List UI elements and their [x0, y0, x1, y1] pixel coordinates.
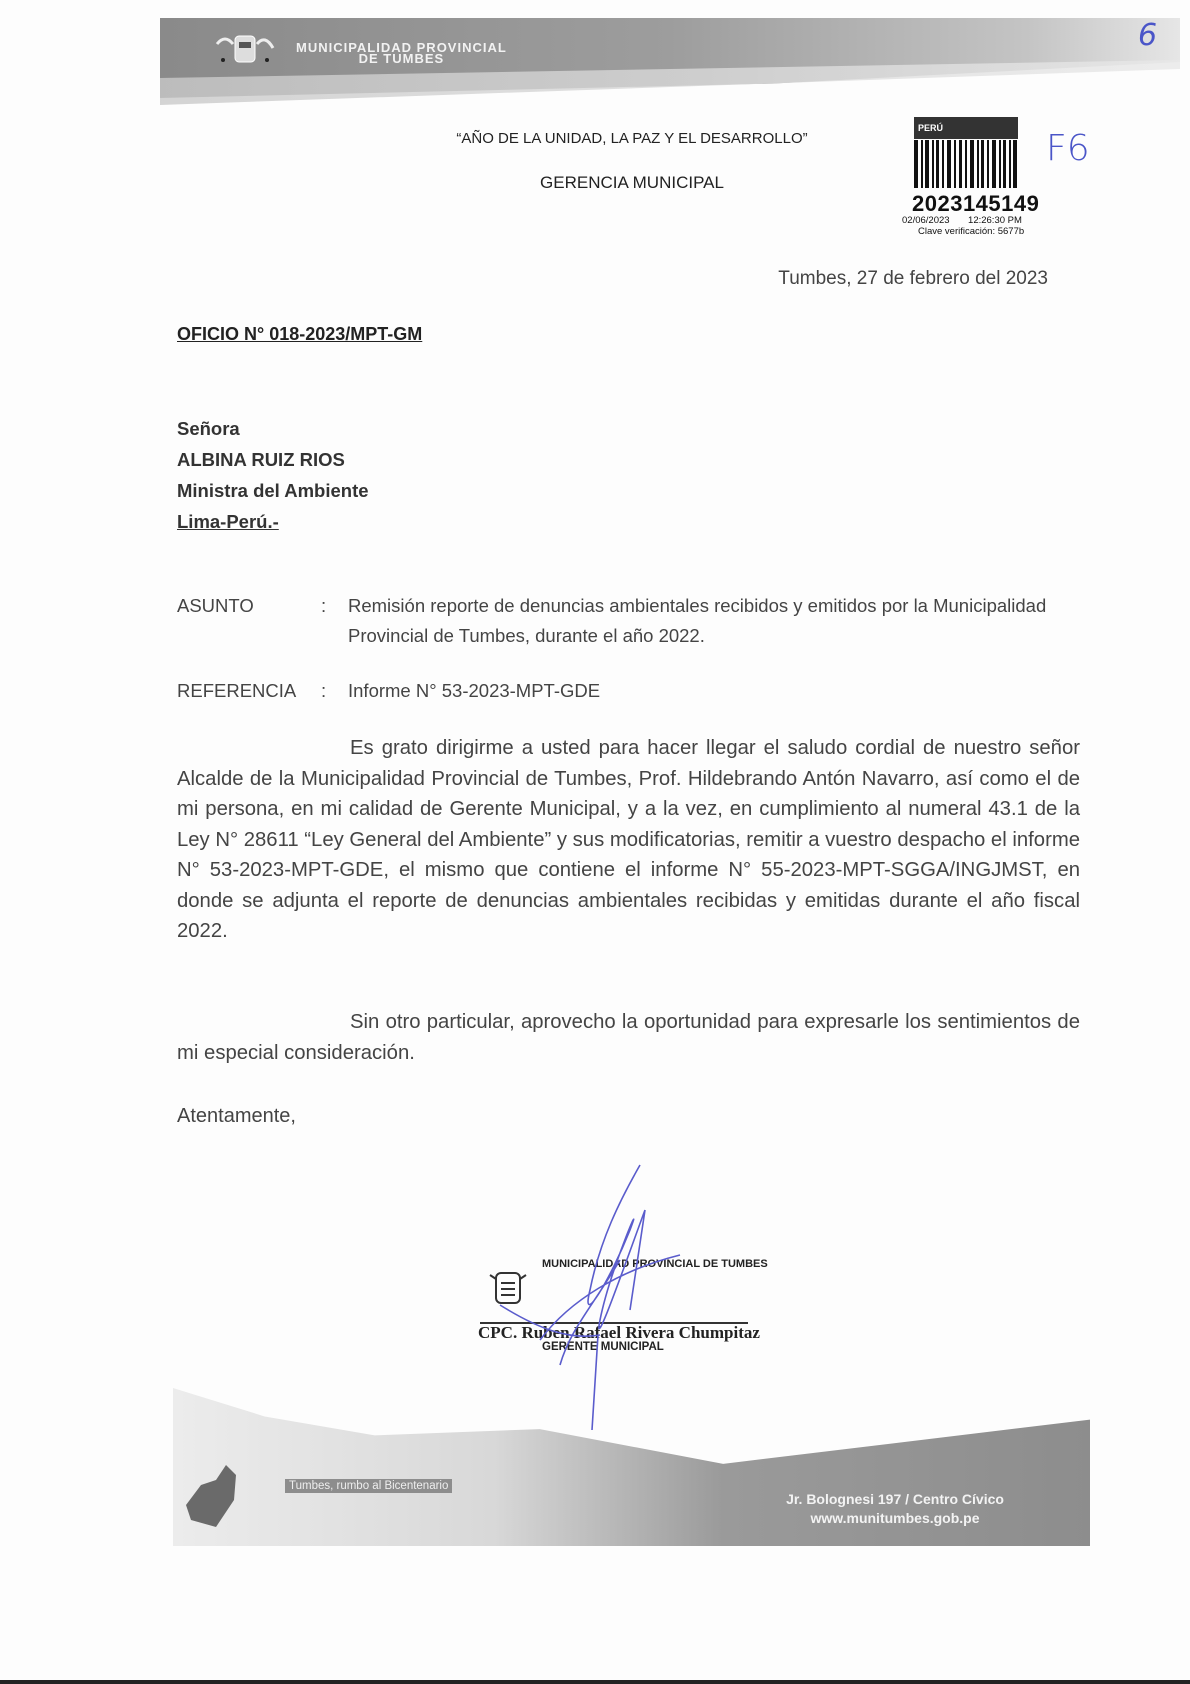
institution-line-2: DE TUMBES	[358, 51, 445, 66]
document-number: OFICIO N° 018-2023/MPT-GM	[177, 324, 423, 344]
signer-role: GERENTE MUNICIPAL	[542, 1341, 664, 1353]
tumbes-region-map-icon	[186, 1465, 244, 1527]
place-date: Tumbes, 27 de febrero del 2023	[778, 268, 1048, 289]
body-paragraph-2: Sin otro particular, aprovecho la oportunidad para expresarle los sentimientos de mi especial consideración.	[177, 1011, 1080, 1064]
office-name: GERENCIA MUNICIPAL	[540, 173, 724, 192]
letterhead-institution	[296, 42, 507, 64]
footer-address: Jr. Bolognesi 197 / Centro Cívico	[786, 1491, 1004, 1507]
stamp-datetime	[902, 215, 1054, 226]
verification-code: Clave verificación: 5677b	[918, 226, 1025, 237]
body-paragraph-1: Es grato dirigirme a usted para hacer llegar el saludo cordial de nuestro señor Alcalde de la Municipalidad Provincial de Tumbes, Prof. Hildebrando Antón Navarro, así como el de mi persona, en mi calidad de Gerente Municipal, y a la vez, en cumplimiento al numeral 43.1 de la Ley N° 28611 “Ley General del Ambiente” y sus modificatorias, remitir a vuestro despacho el informe N° 53-2023-MPT-GDE, el mismo que contiene el informe N° 55-2023-MPT-SGGA/INGJMST, en donde se adjunta el reporte de denuncias ambientales recibidas y emitidas durante el año fiscal 2022.	[177, 737, 1080, 942]
footer-contact	[760, 1490, 1030, 1528]
addressee-position: Ministra del Ambiente	[177, 480, 369, 501]
subject-separator: :	[321, 595, 327, 616]
reception-stamp	[902, 117, 1054, 237]
subject-value: Remisión reporte de denuncias ambientales recibidos y emitidos por la Municipalidad Provincial de Tumbes, durante el año 2022.	[348, 595, 1047, 646]
reference-label: REFERENCIA	[177, 680, 297, 701]
handwritten-page-number: 6	[1138, 18, 1158, 53]
registry-number: 2023145149	[912, 191, 1040, 216]
handwritten-signature	[480, 1160, 700, 1430]
addressee-name: ALBINA RUIZ RIOS	[177, 449, 345, 470]
closing: Atentamente,	[177, 1105, 296, 1127]
footer-website[interactable]: www.munitumbes.gob.pe	[810, 1510, 980, 1526]
stamp-date: 02/06/2023	[902, 215, 950, 226]
addressee-location: Lima-Perú.-	[177, 511, 279, 532]
addressee-salutation: Señora	[177, 418, 240, 439]
handwritten-folio-code: F6	[1046, 128, 1090, 169]
scan-edge	[0, 1680, 1190, 1684]
stamp-brand: PERÚ	[914, 117, 1018, 139]
reference-separator: :	[321, 680, 327, 701]
institution-line-1: MUNICIPALIDAD PROVINCIAL	[296, 40, 507, 55]
reference-value: Informe N° 53-2023-MPT-GDE	[348, 680, 601, 701]
barcode	[914, 140, 1018, 188]
footer-tagline: Tumbes, rumbo al Bicentenario	[285, 1479, 452, 1493]
municipal-crest-icon	[215, 30, 275, 68]
stamp-institution: MUNICIPALIDAD PROVINCIAL DE TUMBES	[542, 1258, 768, 1270]
subject-label: ASUNTO	[177, 595, 254, 616]
stamp-time: 12:26:30 PM	[968, 215, 1022, 226]
addressee-block	[177, 413, 369, 537]
signer-name: CPC. Ruben Rafael Rivera Chumpitaz	[478, 1323, 760, 1342]
year-motto: “AÑO DE LA UNIDAD, LA PAZ Y EL DESARROLLO”	[456, 130, 808, 147]
